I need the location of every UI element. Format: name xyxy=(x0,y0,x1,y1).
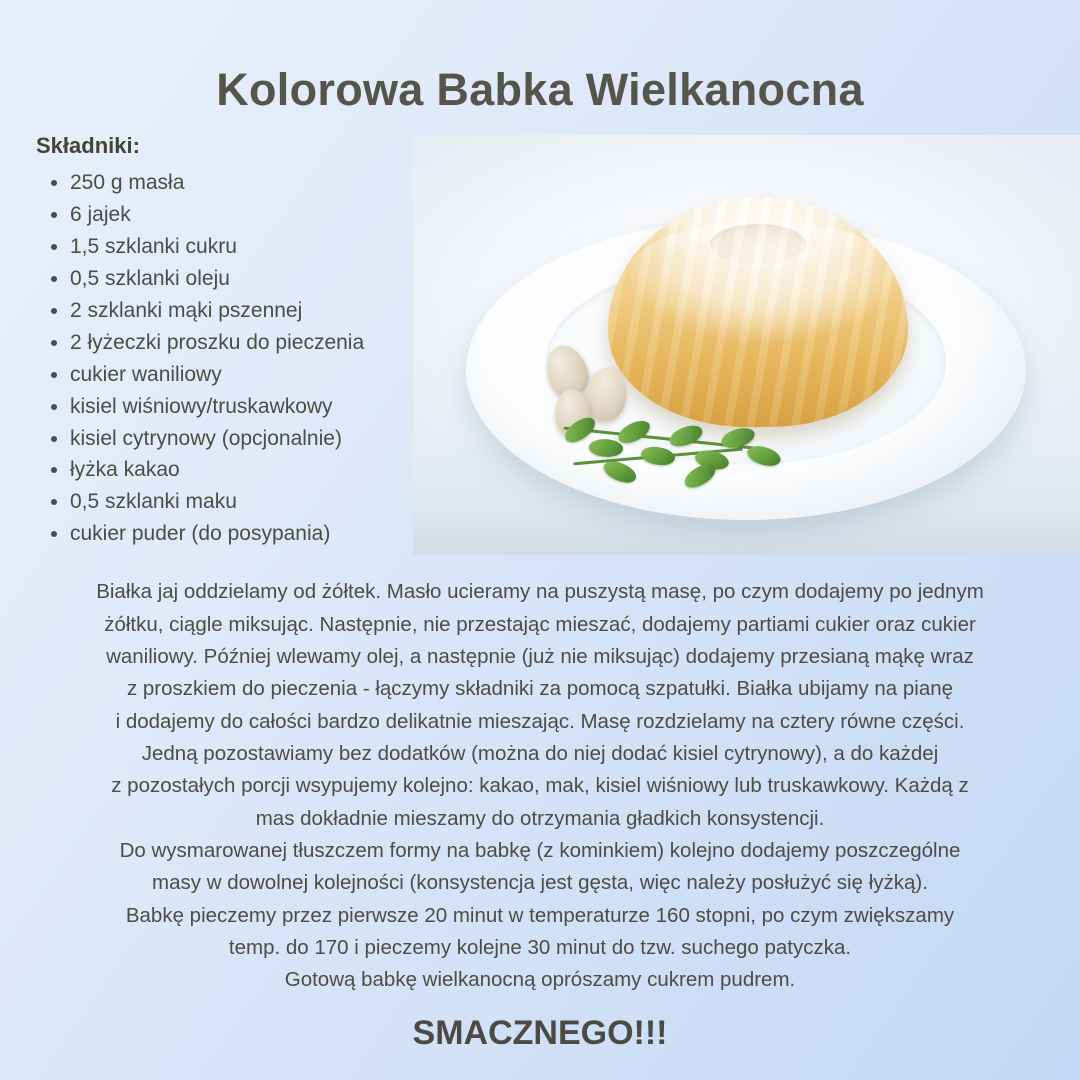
instruction-line: z proszkiem do pieczenia - łączymy składniki za pomocą szpatułki. Białka ubijamy na pianę xyxy=(126,677,954,701)
ingredients-heading: Składniki: xyxy=(36,133,140,159)
leaf xyxy=(615,418,653,447)
closing-text: SMACZNEGO!!! xyxy=(412,1013,668,1052)
list-item: • kisiel cytrynowy (opcjonalnie) xyxy=(70,423,411,455)
instruction-line: masy w dowolnej kolejności (konsystencja jest gęsta, więc należy posłużyć się łyżką). xyxy=(152,871,928,895)
list-item: • 2 łyżeczki proszku do pieczenia xyxy=(70,327,411,359)
powdered-sugar xyxy=(624,220,904,340)
leaf xyxy=(639,443,677,470)
instruction-line: Jedną pozostawiamy bez dodatków (można do niej dodać kisiel cytrynowy), a do każdej xyxy=(141,741,939,765)
list-item: • 6 jajek xyxy=(70,199,411,231)
page-title: Kolorowa Babka Wielkanocna xyxy=(216,64,864,115)
instructions-section xyxy=(0,555,1080,995)
ingredients-list xyxy=(34,167,411,550)
list-item: • łyżka kakao xyxy=(70,454,411,486)
ingredients-section xyxy=(0,133,411,550)
cake-photo xyxy=(413,135,1080,555)
instruction-line: żółtku, ciągle miksując. Następnie, nie przestając mieszać, dodajemy partiami cukier oraz cukier xyxy=(104,612,976,636)
instruction-line: z pozostałych porcji wsypujemy kolejno: kakao, mak, kisiel wiśniowy lub truskawkowy. Każdą z xyxy=(111,774,969,798)
list-item: • 250 g masła xyxy=(70,167,411,199)
instruction-line: mas dokładnie mieszamy do otrzymania gładkich konsystencji. xyxy=(255,806,825,830)
top-section xyxy=(0,123,1080,555)
list-item: • cukier waniliowy xyxy=(70,359,411,391)
list-item: • kisiel wiśniowy/truskawkowy xyxy=(70,391,411,423)
leaf xyxy=(667,423,704,449)
leaf xyxy=(680,461,718,491)
green-sprigs xyxy=(563,407,833,497)
list-item: • 0,5 szklanki oleju xyxy=(70,263,411,295)
instruction-line: i dodajemy do całości bardzo delikatnie mieszając. Masę rozdzielamy na cztery równe części. xyxy=(115,709,965,733)
cake-hole xyxy=(710,224,806,264)
list-item: • cukier puder (do posypania) xyxy=(70,518,411,550)
instruction-line: Gotową babkę wielkanocną oprószamy cukrem pudrem. xyxy=(284,968,796,992)
list-item: • 2 szklanki mąki pszennej xyxy=(70,295,411,327)
instruction-line: Do wysmarowanej tłuszczem formy na babkę (z kominkiem) kolejno dodajemy poszczególne xyxy=(119,838,961,862)
instruction-line: Białka jaj oddzielamy od żółtek. Masło ucieramy na puszystą masę, po czym dodajemy po jednym xyxy=(96,580,984,604)
instruction-line: Babkę pieczemy przez pierwsze 20 minut w temperaturze 160 stopni, po czym zwiększamy xyxy=(125,903,955,927)
list-item: • 0,5 szklanki maku xyxy=(70,486,411,518)
instruction-line: waniliowy. Później wlewamy olej, a następnie (już nie miksując) dodajemy przesianą mąkę wraz xyxy=(106,644,974,668)
list-item: • 1,5 szklanki cukru xyxy=(70,231,411,263)
instruction-line: temp. do 170 i pieczemy kolejne 30 minut do tzw. suchego patyczka. xyxy=(228,935,852,959)
